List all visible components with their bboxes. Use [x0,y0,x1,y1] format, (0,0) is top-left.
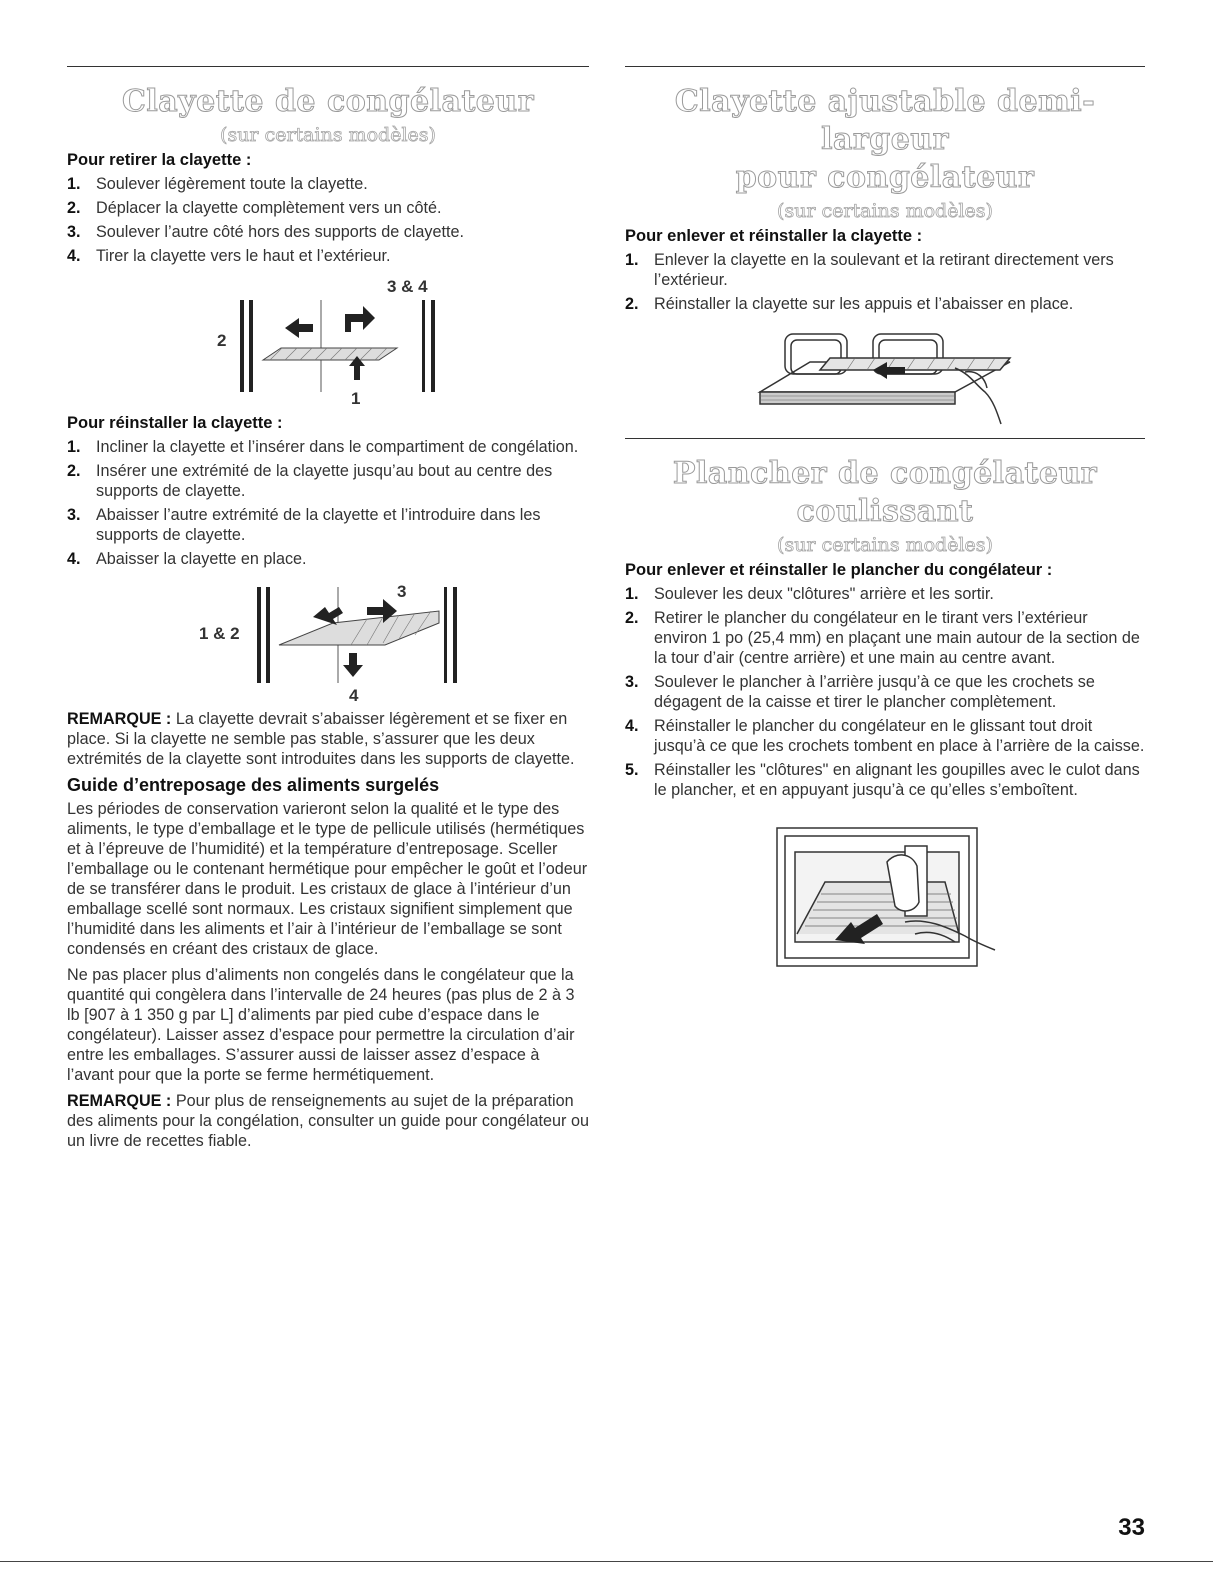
list-item: 1. Soulever légèrement toute la clayette. [67,175,368,193]
section-subtitle: (sur certains modèles) [777,200,993,222]
footer-rule [0,1561,1213,1562]
floor-heading: Pour enlever et réinstaller le plancher du congélateur : [625,561,1053,579]
list-item: 3. Soulever l’autre côté hors des supports de clayette. [67,223,465,241]
guide-paragraph-1: Les périodes de conservation varieront selon la qualité et le type des aliments, le type d’emballage et le type de pellicule utilisés (hermétiques et à l’épreuve de l’humidité) et la température d’entreposage. Sceller l’emballage ou le contenant hermétique pour empêcher le goût et l’odeur de se transférer dans le produit. Les cristaux de glace à l’intérieur d’un emballage scellé sont normaux. Les cristaux signifient simplement que l’humidité dans les aliments et l’air à l’intérieur de l’emballage se sont condensés en créant des cristaux de glace. [67,800,588,958]
figure-label-left: 2 [217,331,227,350]
section-title: Plancher de congélateur coulissant [672,456,1098,529]
section-subtitle: (sur certains modèles) [220,124,436,146]
section-subtitle: (sur certains modèles) [777,534,993,556]
list-item: 2. Retirer le plancher du congélateur en le tirant vers l’extérieur environ 1 po (25,4 mm) en plaçant une main autour de la section de la tour d’air (centre arrière) et une main au centre avant. [625,609,1140,667]
list-item: 2. Insérer une extrémité de la clayette jusqu’au bout au centre des supports de clayette. [67,462,553,500]
figure-label-bottom: 4 [349,686,359,703]
left-column [67,66,589,1157]
section-title-line2: pour congélateur [735,160,1035,195]
reinstall-steps [67,437,589,569]
guide-paragraph-2: Ne pas placer plus d’aliments non congelés dans le congélateur que la quantité qui congèlera dans l’intervalle de 24 heures (pas plus de 2 à 3 lb [907 à 1 350 g par L] d’aliments par pied cube d’espace dans le congélateur). Laisser assez d’espace pour permettre la circulation d’air entre les emballages. S’assurer aussi de laisser assez d’espace à l’avant pour que la porte se ferme hermétiquement. [67,966,575,1084]
reinstall-heading: Pour réinstaller la clayette : [67,414,283,432]
remove-steps [67,174,589,266]
figure-label-top: 3 & 4 [387,277,428,296]
note-paragraph-2: REMARQUE : Pour plus de renseignements au sujet de la préparation des aliments pour la congélation, consulter un guide pour congélateur ou un livre de recettes fiable. [67,1092,589,1150]
half-shelf-heading: Pour enlever et réinstaller la clayette : [625,227,923,245]
page-number: 33 [1118,1514,1145,1541]
list-item: 1. Incliner la clayette et l’insérer dans le compartiment de congélation. [67,438,579,456]
list-item: 5. Réinstaller les "clôtures" en alignant les goupilles avec le culot dans le plancher, et en appuyant jusqu’à ce qu’elles s’emboîtent. [625,761,1140,799]
section-rule [625,438,1145,439]
list-item: 2. Réinstaller la clayette sur les appuis et l’abaisser en place. [625,295,1074,313]
list-item: 3. Soulever le plancher à l’arrière jusqu’à ce que les crochets se dégagent de la caisse et tirer le plancher complètement. [625,673,1095,711]
figure-label-bottom: 1 [351,389,361,408]
shelf-removal-illustration [67,270,589,410]
list-item: 1. Soulever les deux "clôtures" arrière et les sortir. [625,585,994,603]
figure-label-left: 1 & 2 [199,624,240,643]
section-title-line1: Clayette ajustable demi-largeur [674,84,1096,157]
section-rule [625,66,1145,67]
floor-steps [625,584,1145,800]
note-paragraph: REMARQUE : La clayette devrait s’abaisser légèrement et se fixer en place. Si la clayette ne semble pas stable, s’assurer que les deux extrémités de la clayette sont introduites dans les supports de clayette. [67,710,575,768]
list-item: 4. Tirer la clayette vers le haut et l’extérieur. [67,247,391,265]
list-item: 2. Déplacer la clayette complètement vers un côté. [67,199,442,217]
section-title: Clayette de congélateur [121,84,535,119]
right-column [625,66,1145,972]
half-shelf-illustration [625,322,1145,428]
list-item: 4. Réinstaller le plancher du congélateur en le glissant tout droit jusqu’à ce que les crochets tombent en place à l’arrière de la caisse. [625,717,1145,755]
list-item: 4. Abaisser la clayette en place. [67,550,307,568]
remove-heading: Pour retirer la clayette : [67,151,252,169]
freezer-floor-illustration [625,822,1145,972]
list-item: 3. Abaisser l’autre extrémité de la clayette et l’introduire dans les supports de clayette. [67,506,541,544]
section-rule [67,66,589,67]
shelf-reinstall-illustration [67,573,589,703]
half-shelf-steps [625,250,1145,314]
figure-label-top: 3 [397,582,407,601]
guide-heading: Guide d’entreposage des aliments surgelés [67,775,440,795]
list-item: 1. Enlever la clayette en la soulevant et la retirant directement vers l’extérieur. [625,251,1114,289]
